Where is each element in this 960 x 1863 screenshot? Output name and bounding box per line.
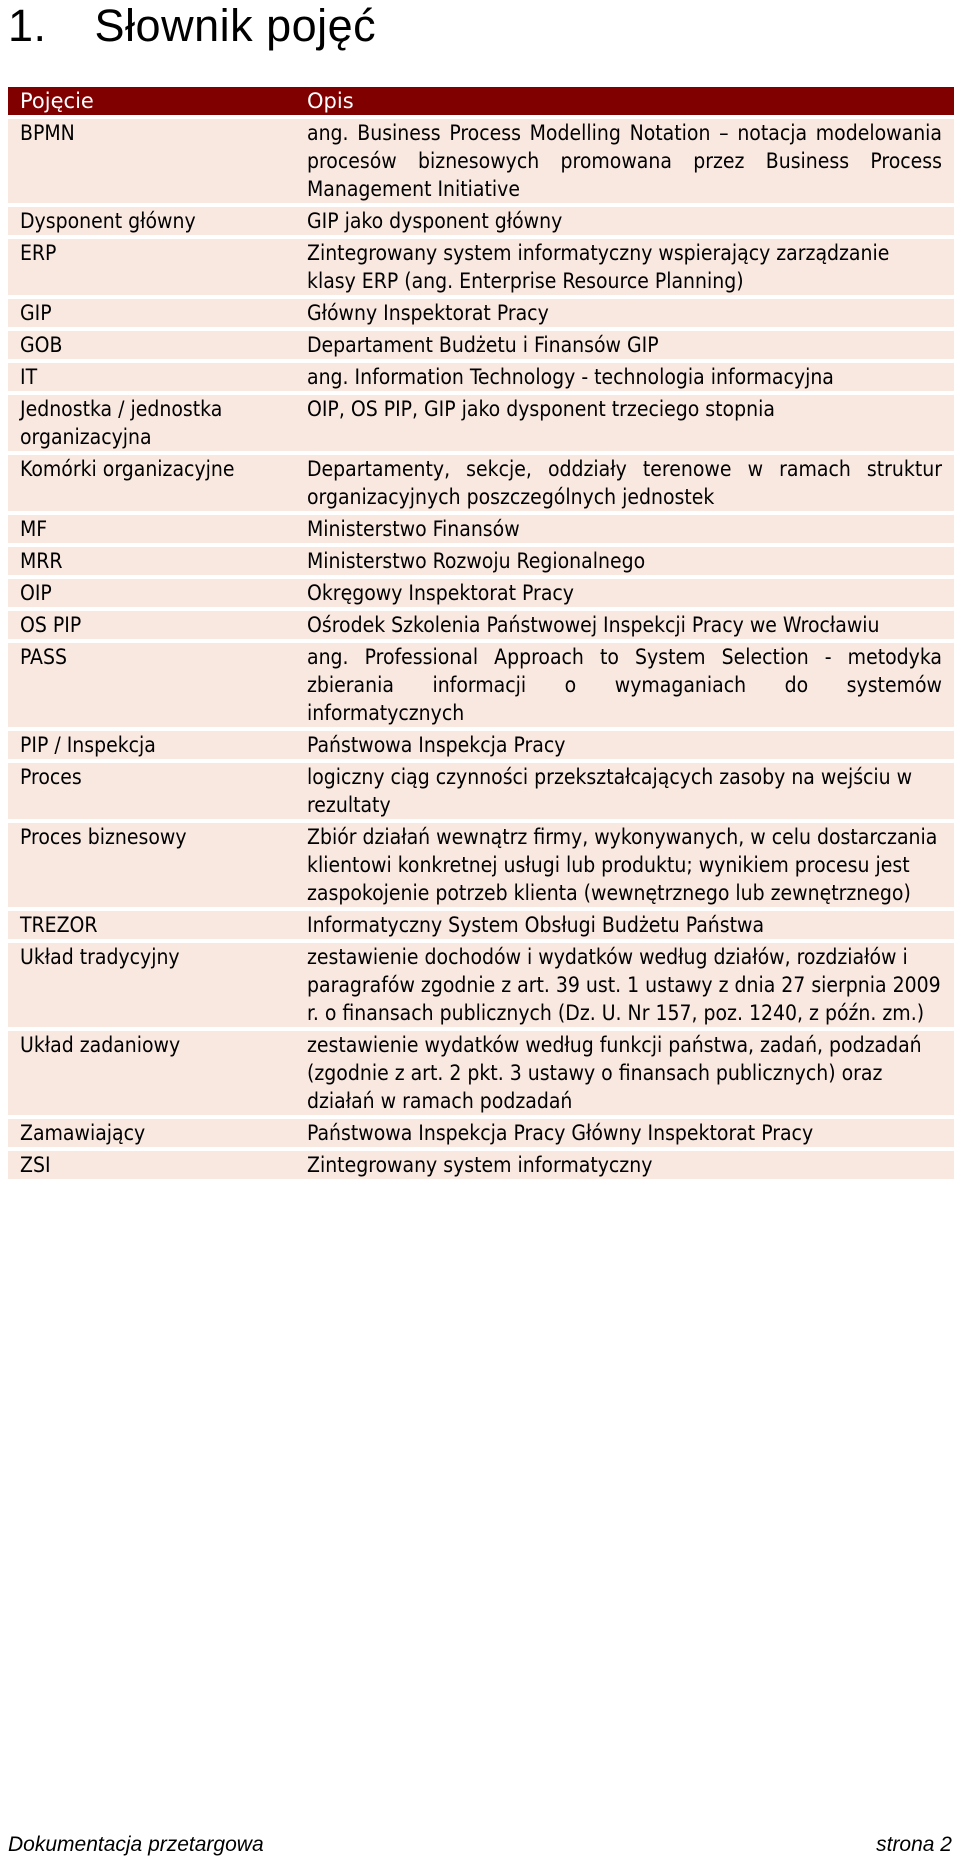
section-number: 1. bbox=[8, 0, 47, 51]
description-cell: Departamenty, sekcje, oddziały terenowe w ramach struktur organizacyjnych poszczególnych jednostek bbox=[295, 455, 954, 511]
glossary-row bbox=[8, 331, 954, 359]
glossary-row bbox=[8, 455, 954, 511]
description-cell: Departament Budżetu i Finansów GIP bbox=[295, 331, 954, 359]
glossary-row bbox=[8, 547, 954, 575]
section-title: Słownik pojęć bbox=[94, 0, 377, 51]
description-cell: ang. Business Process Modelling Notation – notacja modelowania procesów biznesowych promowana przez Business Process Management Initiative bbox=[295, 119, 954, 203]
term-cell: MF bbox=[8, 515, 295, 543]
term-cell: ZSI bbox=[8, 1151, 295, 1179]
glossary-row bbox=[8, 611, 954, 639]
glossary-row bbox=[8, 911, 954, 939]
glossary-row bbox=[8, 1151, 954, 1179]
term-cell: Jednostka / jednostka organizacyjna bbox=[8, 395, 295, 451]
term-cell: PASS bbox=[8, 643, 295, 727]
term-cell: ERP bbox=[8, 239, 295, 295]
term-cell: Proces bbox=[8, 763, 295, 819]
page-footer bbox=[8, 1832, 952, 1858]
term-cell: OIP bbox=[8, 579, 295, 607]
term-cell: Układ tradycyjny bbox=[8, 943, 295, 1027]
description-cell: Okręgowy Inspektorat Pracy bbox=[295, 579, 954, 607]
description-cell: Główny Inspektorat Pracy bbox=[295, 299, 954, 327]
footer-page-number: strona 2 bbox=[876, 1833, 952, 1856]
page-title bbox=[8, 0, 376, 52]
glossary-row bbox=[8, 1119, 954, 1147]
glossary-row bbox=[8, 299, 954, 327]
glossary-row bbox=[8, 579, 954, 607]
description-cell: Zbiór działań wewnątrz firmy, wykonywanych, w celu dostarczania klientowi konkretnej usługi lub produktu; wynikiem procesu jest zaspokojenie potrzeb klienta (wewnętrznego lub zewnętrznego) bbox=[295, 823, 954, 907]
glossary-row bbox=[8, 943, 954, 1027]
description-cell: Ministerstwo Rozwoju Regionalnego bbox=[295, 547, 954, 575]
term-cell: GIP bbox=[8, 299, 295, 327]
description-cell: ang. Information Technology - technologia informacyjna bbox=[295, 363, 954, 391]
term-cell: Układ zadaniowy bbox=[8, 1031, 295, 1115]
term-cell: OS PIP bbox=[8, 611, 295, 639]
term-cell: PIP / Inspekcja bbox=[8, 731, 295, 759]
glossary-row bbox=[8, 823, 954, 907]
term-cell: Dysponent główny bbox=[8, 207, 295, 235]
term-cell: Komórki organizacyjne bbox=[8, 455, 295, 511]
glossary-row bbox=[8, 119, 954, 203]
glossary-row bbox=[8, 515, 954, 543]
term-cell: BPMN bbox=[8, 119, 295, 203]
description-cell: OIP, OS PIP, GIP jako dysponent trzeciego stopnia bbox=[295, 395, 954, 451]
glossary-row bbox=[8, 363, 954, 391]
term-cell: MRR bbox=[8, 547, 295, 575]
term-cell: IT bbox=[8, 363, 295, 391]
description-cell: zestawienie dochodów i wydatków według działów, rozdziałów i paragrafów zgodnie z art. 39 ust. 1 ustawy z dnia 27 sierpnia 2009 r. o finansach publicznych (Dz. U. Nr 157, poz. 1240, z późn. zm.) bbox=[295, 943, 954, 1027]
description-cell: logiczny ciąg czynności przekształcających zasoby na wejściu w rezultaty bbox=[295, 763, 954, 819]
glossary-table bbox=[8, 83, 954, 1183]
glossary-row bbox=[8, 731, 954, 759]
footer-document-name: Dokumentacja przetargowa bbox=[8, 1833, 264, 1856]
description-cell: Zintegrowany system informatyczny bbox=[295, 1151, 954, 1179]
glossary-header-row bbox=[8, 87, 954, 115]
glossary-row bbox=[8, 763, 954, 819]
description-cell: Ministerstwo Finansów bbox=[295, 515, 954, 543]
glossary-row bbox=[8, 395, 954, 451]
term-cell: Proces biznesowy bbox=[8, 823, 295, 907]
term-cell: Zamawiający bbox=[8, 1119, 295, 1147]
glossary-row bbox=[8, 1031, 954, 1115]
term-cell: GOB bbox=[8, 331, 295, 359]
header-description: Opis bbox=[295, 87, 954, 115]
term-cell: TREZOR bbox=[8, 911, 295, 939]
glossary-row bbox=[8, 207, 954, 235]
description-cell: Informatyczny System Obsługi Budżetu Państwa bbox=[295, 911, 954, 939]
description-cell: GIP jako dysponent główny bbox=[295, 207, 954, 235]
description-cell: Zintegrowany system informatyczny wspierający zarządzanie klasy ERP (ang. Enterprise Resource Planning) bbox=[295, 239, 954, 295]
description-cell: zestawienie wydatków według funkcji państwa, zadań, podzadań (zgodnie z art. 2 pkt. 3 ustawy o finansach publicznych) oraz działań w ramach podzadań bbox=[295, 1031, 954, 1115]
header-term: Pojęcie bbox=[8, 87, 295, 115]
description-cell: Państwowa Inspekcja Pracy bbox=[295, 731, 954, 759]
glossary-row bbox=[8, 239, 954, 295]
description-cell: Państwowa Inspekcja Pracy Główny Inspektorat Pracy bbox=[295, 1119, 954, 1147]
glossary-row bbox=[8, 643, 954, 727]
description-cell: ang. Professional Approach to System Selection - metodyka zbierania informacji o wymaganiach do systemów informatycznych bbox=[295, 643, 954, 727]
description-cell: Ośrodek Szkolenia Państwowej Inspekcji Pracy we Wrocławiu bbox=[295, 611, 954, 639]
